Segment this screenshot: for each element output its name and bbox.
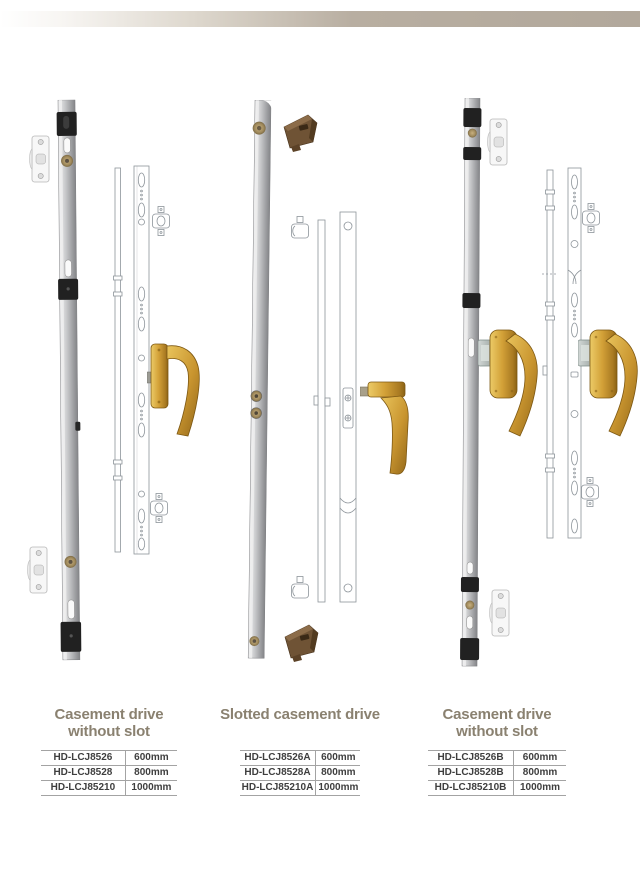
size-cell: 800mm bbox=[316, 766, 361, 781]
corner-drive-piece-bottom bbox=[280, 620, 322, 662]
table-row bbox=[428, 751, 566, 766]
model-cell: HD-LCJ8526B bbox=[428, 751, 514, 766]
size-cell: 600mm bbox=[125, 751, 177, 766]
product-title-1-line-2: without slot bbox=[68, 723, 150, 740]
table-row bbox=[428, 766, 566, 781]
size-cell: 1000mm bbox=[125, 781, 177, 796]
size-cell: 800mm bbox=[125, 766, 177, 781]
product-summary-1 bbox=[41, 706, 177, 796]
header-accent-bar bbox=[0, 11, 640, 27]
face-rails-drawing-middle bbox=[288, 210, 364, 606]
table-row bbox=[41, 751, 177, 766]
size-cell: 600mm bbox=[316, 751, 361, 766]
product-title-1-line-1: Casement drive bbox=[54, 706, 164, 723]
model-cell: HD-LCJ85210A bbox=[240, 781, 316, 796]
espagnolette-bar-middle bbox=[242, 100, 277, 662]
table-row bbox=[240, 781, 361, 796]
size-cell: 1000mm bbox=[316, 781, 361, 796]
gold-window-handle-right-1 bbox=[478, 328, 544, 440]
espagnolette-bar-left bbox=[52, 100, 87, 662]
corner-drive-piece-top bbox=[279, 110, 321, 152]
model-cell: HD-LCJ8526 bbox=[41, 751, 125, 766]
keeper-plate-top-right bbox=[486, 118, 510, 166]
product-title-3 bbox=[443, 706, 552, 740]
product-summary-3 bbox=[428, 706, 566, 796]
model-cell: HD-LCJ8528B bbox=[428, 766, 514, 781]
bracket-drawing-left-bottom bbox=[149, 493, 169, 523]
product-title-2-line-1: Slotted casement drive bbox=[220, 706, 380, 723]
product-title-2 bbox=[220, 706, 380, 740]
size-cell: 600mm bbox=[514, 751, 566, 766]
model-cell: HD-LCJ85210B bbox=[428, 781, 514, 796]
spec-table-1 bbox=[41, 750, 177, 796]
model-cell: HD-LCJ85210 bbox=[41, 781, 125, 796]
product-title-3-line-1: Casement drive bbox=[442, 706, 552, 723]
product-title-1 bbox=[55, 706, 164, 740]
gold-window-handle-middle bbox=[360, 380, 412, 476]
table-row bbox=[41, 781, 177, 796]
model-cell: HD-LCJ8528A bbox=[240, 766, 316, 781]
bracket-drawing-right-bottom bbox=[580, 477, 600, 507]
gold-window-handle-right-2 bbox=[578, 328, 640, 440]
size-cell: 800mm bbox=[514, 766, 566, 781]
product-title-3-line-2: without slot bbox=[456, 723, 538, 740]
product-summary-2 bbox=[220, 706, 380, 796]
table-row bbox=[240, 766, 361, 781]
model-cell: HD-LCJ8526A bbox=[240, 751, 316, 766]
table-row bbox=[240, 751, 361, 766]
table-row bbox=[428, 781, 566, 796]
table-row bbox=[41, 766, 177, 781]
keeper-plate-bottom-right bbox=[488, 589, 512, 637]
bracket-drawing-right-top bbox=[581, 203, 601, 233]
keeper-plate-bottom-left bbox=[26, 546, 50, 594]
spec-table-3 bbox=[428, 750, 566, 796]
spec-table-2 bbox=[240, 750, 361, 796]
gold-window-handle-left bbox=[147, 330, 211, 442]
size-cell: 1000mm bbox=[514, 781, 566, 796]
bracket-drawing-left-top bbox=[151, 206, 171, 236]
model-cell: HD-LCJ8528 bbox=[41, 766, 125, 781]
keeper-plate-top-left bbox=[28, 135, 52, 183]
